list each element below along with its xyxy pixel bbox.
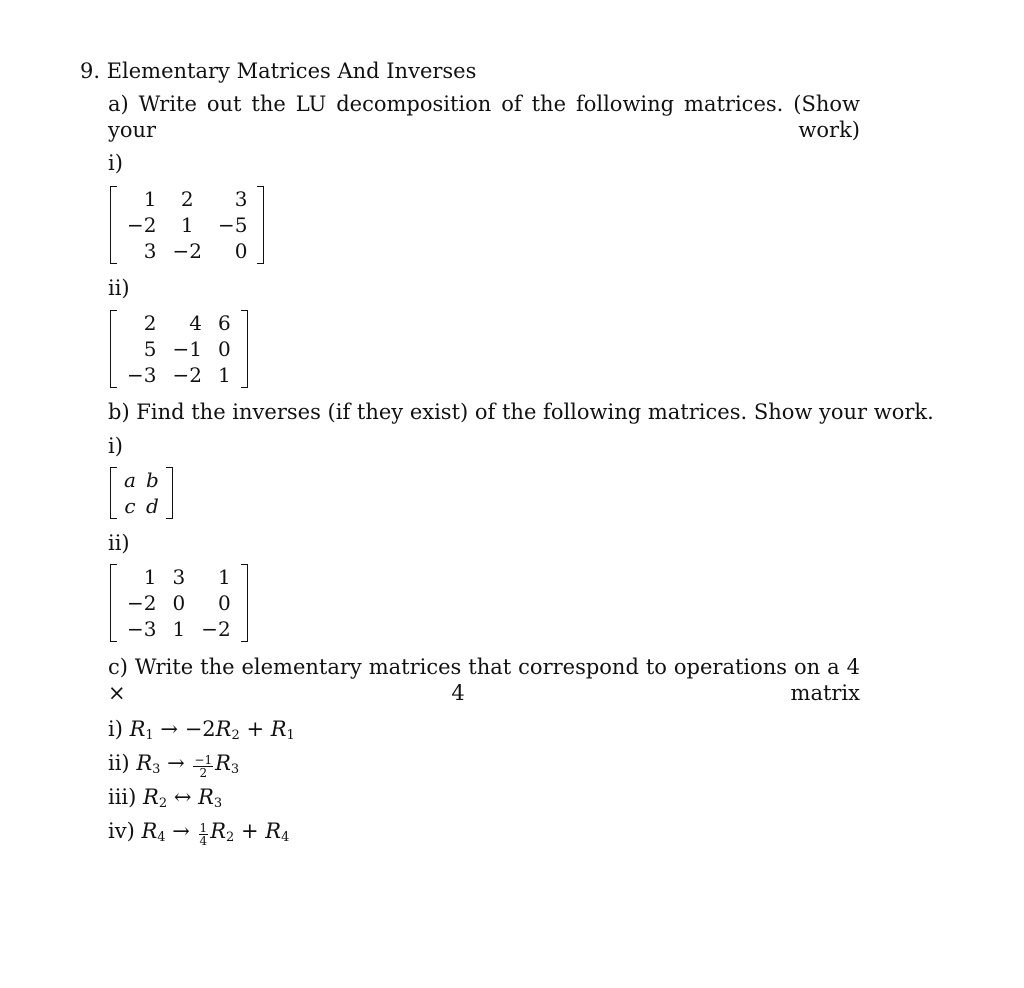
part-c-prompt: c) Write the elementary matrices that correspond to operations on a 4 × 4 matrix [108,655,860,705]
matrix-b-ii-grid [119,564,239,642]
op-label: iv) [108,819,135,843]
matrix-cell: 2 [180,187,194,211]
matrix-cell: −2 [201,617,231,641]
matrix-cell: −2 [172,239,202,263]
op-rhs: R [210,819,226,843]
fraction-denominator: 2 [199,766,208,780]
op-rhs2: R [265,819,282,843]
op-lhs-sub: 2 [158,796,168,811]
op-rhs2-sub: 4 [281,830,290,845]
op-rhs-sub: 3 [213,796,223,811]
matrix-cell: 3 [234,187,248,211]
matrix-cell: b [145,468,159,492]
operation-iv [108,818,289,847]
matrix-b-ii [110,564,248,642]
matrix-cell: 1 [180,213,194,237]
matrix-a-ii [110,310,248,388]
left-bracket [110,186,117,264]
right-bracket [241,564,248,642]
part-a-ii-label: ii) [108,276,130,300]
op-rhs-sub: 2 [226,830,235,845]
matrix-cell: −2 [172,363,202,387]
op-rhs-sub: 3 [230,762,240,777]
arrow-right-icon: → [167,751,185,775]
swap-arrow-icon: ↔ [173,785,192,809]
arrow-right-icon: → [172,819,190,843]
op-plus: + [240,819,259,843]
matrix-cell: 1 [217,565,231,589]
matrix-cell: −3 [127,617,157,641]
right-bracket [241,310,248,388]
op-lhs: R [129,717,146,741]
left-bracket [110,310,117,388]
fraction-numerator: −1 [194,753,213,767]
matrix-cell: 1 [217,363,231,387]
op-rhs2: R [270,717,287,741]
matrix-cell: 0 [217,591,231,615]
matrix-a-ii-grid [119,310,239,388]
op-coefficient: −2 [184,717,216,741]
op-lhs-sub: 3 [152,762,161,777]
op-rhs: R [198,785,214,809]
matrix-cell: c [124,494,136,518]
op-fraction [193,754,213,779]
matrix-cell: −3 [127,363,157,387]
op-rhs: R [215,751,231,775]
matrix-cell: 5 [143,337,157,361]
op-label: ii) [108,751,130,775]
matrix-cell: 3 [172,565,186,589]
matrix-cell: 4 [189,311,202,335]
part-b-ii-label: ii) [108,531,130,555]
op-lhs: R [141,819,158,843]
part-b-i-label: i) [108,434,123,458]
matrix-cell: −2 [127,213,157,237]
right-bracket [257,186,264,264]
matrix-cell: 6 [217,311,231,335]
matrix-b-i [110,467,173,519]
op-lhs: R [136,751,153,775]
matrix-cell: 0 [172,591,186,615]
op-lhs-sub: 1 [145,728,154,743]
part-a-i-label: i) [108,151,123,175]
op-rhs: R [215,717,232,741]
matrix-a-i-grid [119,186,255,264]
matrix-cell: 0 [234,239,248,263]
op-plus: + [246,717,265,741]
op-label: i) [108,717,123,741]
matrix-b-i-grid [119,467,164,519]
left-bracket [110,467,117,519]
fraction-denominator: 4 [199,834,208,848]
fraction-numerator: 1 [199,821,208,835]
op-rhs-sub: 2 [231,728,240,743]
matrix-cell: 1 [172,617,186,641]
matrix-cell: −5 [217,213,248,237]
question-heading: 9. Elementary Matrices And Inverses [80,59,477,83]
matrix-a-i [110,186,264,264]
operation-ii [108,750,239,779]
matrix-cell: 1 [143,565,157,589]
operation-i [108,716,295,742]
op-fraction [199,822,209,847]
matrix-cell: −2 [127,591,157,615]
matrix-cell: d [145,494,159,518]
matrix-cell: −1 [172,337,202,361]
matrix-cell: 0 [217,337,231,361]
matrix-cell: 3 [143,239,157,263]
arrow-right-icon: → [160,717,178,741]
left-bracket [110,564,117,642]
op-rhs2-sub: 1 [286,728,295,743]
right-bracket [166,467,173,519]
op-lhs-sub: 4 [157,830,166,845]
part-b-prompt: b) Find the inverses (if they exist) of the following matrices. Show your work. [108,400,934,424]
part-a-prompt: a) Write out the LU decomposition of the following matrices. (Show your work) [108,92,860,142]
operation-iii [108,784,222,810]
op-lhs: R [143,785,159,809]
op-label: iii) [108,785,137,809]
matrix-cell: a [124,468,136,492]
matrix-cell: 2 [143,311,157,335]
matrix-cell: 1 [143,187,157,211]
